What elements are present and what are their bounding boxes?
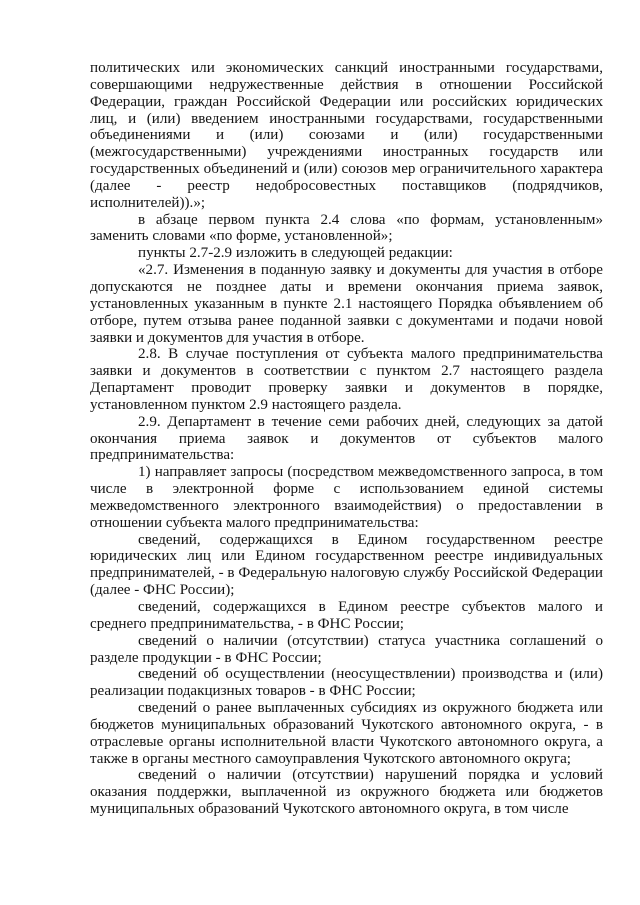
paragraph-1: политических или экономических санкций иностранными государствами, совершающими недружественные действия в отношении Российской Федерации, граждан Российской Федерации или российских юридических лиц, и (или) введением иностранными государствами, государственными объединениями и (или) союзами и (или) государственными (межгосударственными) учреждениями иностранных государств или государственных объединений и (или) союзов мер ограничительного характера (далее - реестр недобросовестных поставщиков (подрядчиков, исполнителей)).»;: [90, 60, 603, 211]
paragraph-13: сведений о наличии (отсутствии) нарушений порядка и условий оказания поддержки, выплаченной из окружного бюджета или бюджетов муниципальных образований Чукотского автономного округа, в том числе: [90, 767, 603, 818]
document-page: [90, 60, 603, 818]
paragraph-12: сведений о ранее выплаченных субсидиях из окружного бюджета или бюджетов муниципальных образований Чукотского автономного округа, - в отраслевые органы исполнительной власти Чукотского автономного округа, а также в органы местного самоуправления Чукотского автономного округа;: [90, 700, 603, 767]
paragraph-5: 2.8. В случае поступления от субъекта малого предпринимательства заявки и документов в соответствии с пунктом 2.7 настоящего раздела Департамент проводит проверку заявки и документов в порядке, установленном пунктом 2.9 настоящего раздела.: [90, 346, 603, 413]
paragraph-6: 2.9. Департамент в течение семи рабочих дней, следующих за датой окончания приема заявок и документов от субъектов малого предпринимательства:: [90, 413, 603, 464]
paragraph-4: «2.7. Изменения в поданную заявку и документы для участия в отборе допускаются не позднее даты и времени окончания приема заявок, установленных указанным в пункте 2.1 настоящего Порядка объявлением об отборе, путем отзыва ранее поданной заявки с документами и подачи новой заявки и документов для участия в отборе.: [90, 262, 603, 346]
paragraph-8: сведений, содержащихся в Едином государственном реестре юридических лиц или Едином государственном реестре индивидуальных предпринимателей, - в Федеральную налоговую службу Российской Федерации (далее - ФНС России);: [90, 531, 603, 599]
paragraph-3: пункты 2.7-2.9 изложить в следующей редакции:: [138, 245, 453, 262]
paragraph-7: 1) направляет запросы (посредством межведомственного запроса, в том числе в электронной форме с использованием единой системы межведомственного электронного взаимодействия) о предоставлении в отношении субъекта малого предпринимательства:: [90, 464, 603, 531]
paragraph-2: в абзаце первом пункта 2.4 слова «по формам, установленным» заменить словами «по форме, установленной»;: [90, 211, 603, 245]
paragraph-10: сведений о наличии (отсутствии) статуса участника соглашений о разделе продукции - в ФНС России;: [90, 632, 603, 666]
paragraph-9: сведений, содержащихся в Едином реестре субъектов малого и среднего предпринимательства, - в ФНС России;: [90, 599, 603, 632]
paragraph-11: сведений об осуществлении (неосуществлении) производства и (или) реализации подакцизных товаров - в ФНС России;: [90, 666, 603, 700]
